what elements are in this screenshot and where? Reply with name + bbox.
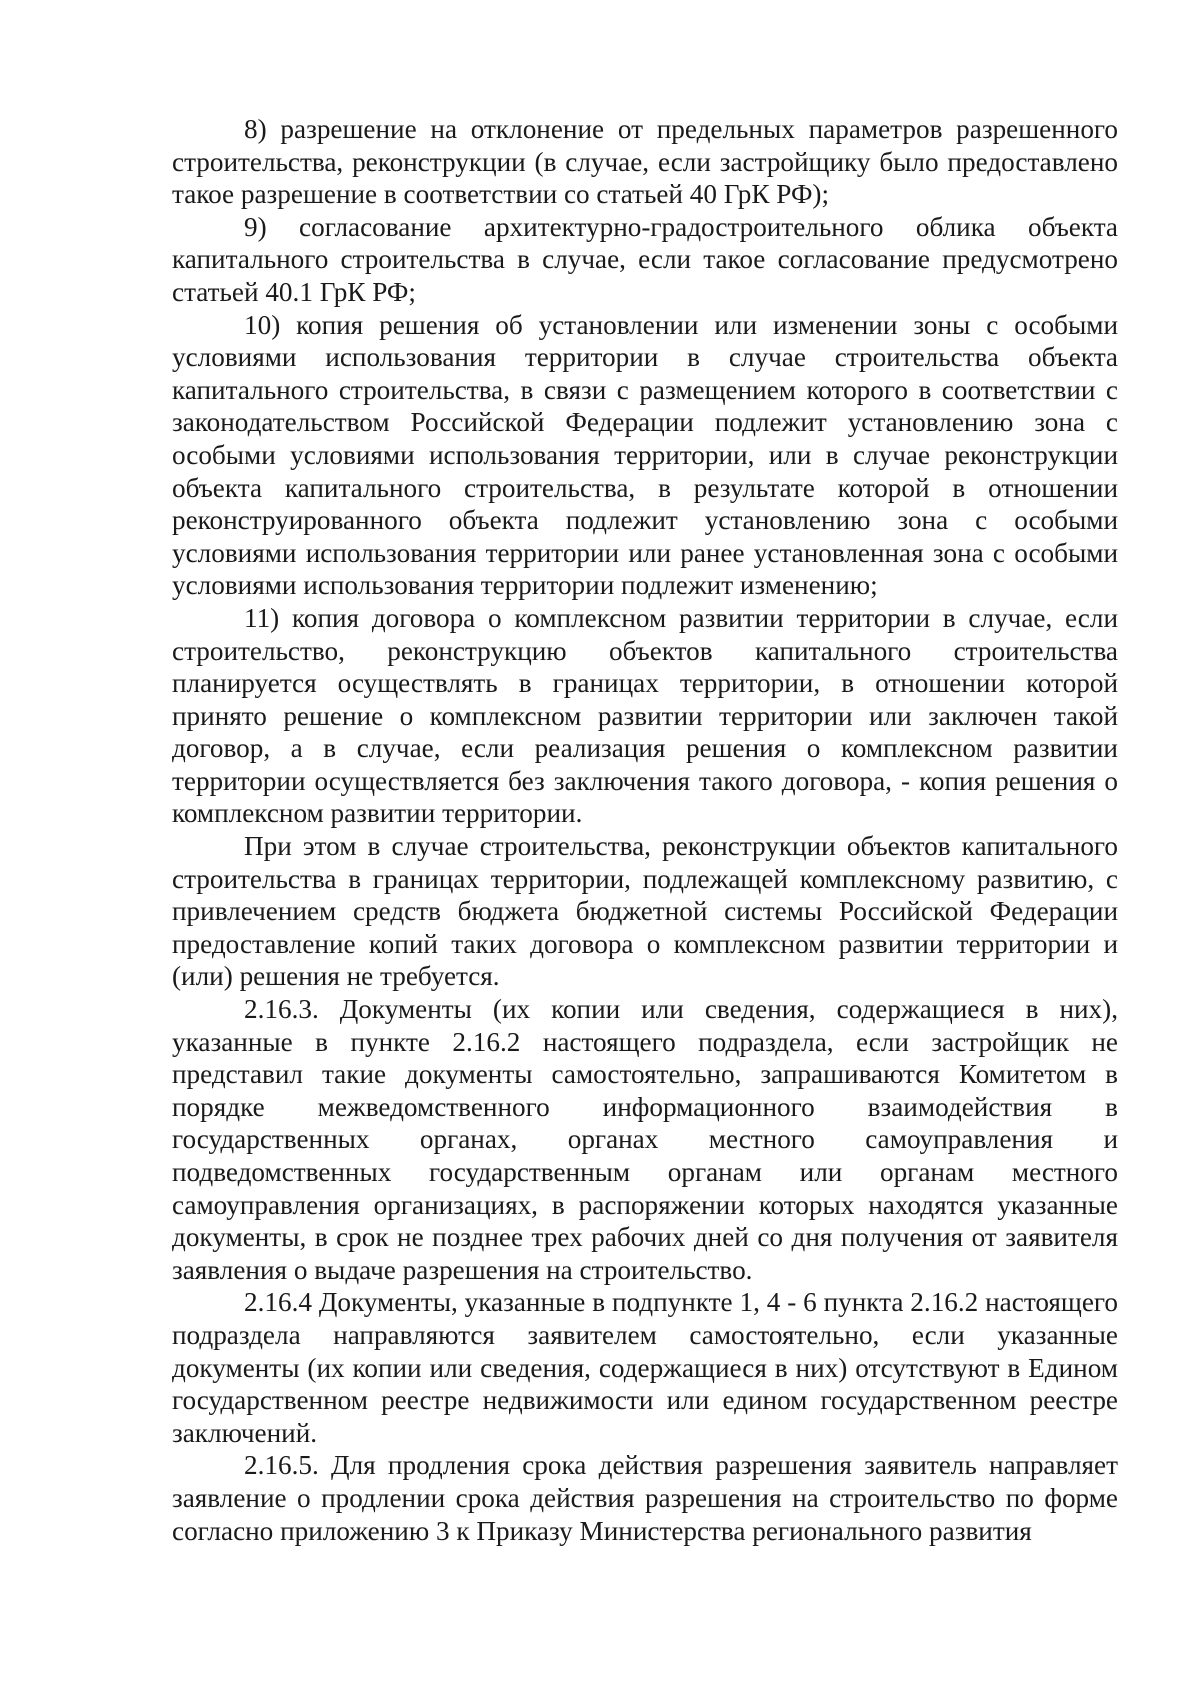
paragraph-item-10: 10) копия решения об установлении или изменении зоны с особыми условиями использования территории в случае строительства объекта капитального строительства, в связи с размещением которого в соответствии с законодательством Российской Федерации подлежит установлению зона с особыми условиями использования территории, или в случае реконструкции объекта капитального строительства, в результате которой в отношении реконструированного объекта подлежит установлению зона с особыми условиями использования территории или ранее установленная зона с особыми условиями использования территории подлежит изменению; [172,309,1118,601]
paragraph-budget-note: При этом в случае строительства, реконструкции объектов капитального строительства в границах территории, подлежащей комплексному развитию, с привлечением средств бюджета бюджетной системы Российской Федерации предоставление копий таких договора о комплексном развитии территории и (или) решения не требуется. [172,831,1118,992]
paragraph-item-9: 9) согласование архитектурно-градостроительного облика объекта капитального строительства в случае, если такое согласование предусмотрено статьей 40.1 ГрК РФ; [172,211,1118,307]
paragraph-2-16-4: 2.16.4 Документы, указанные в подпункте 1, 4 - 6 пункта 2.16.2 настоящего подраздела направляются заявителем самостоятельно, если указанные документы (их копии или сведения, содержащиеся в них) отсутствуют в Едином государственном реестре недвижимости или едином государственном реестре заключений. [172,1287,1118,1448]
paragraph-item-11: 11) копия договора о комплексном развитии территории в случае, если строительство, реконструкцию объектов капитального строительства планируется осуществлять в границах территории, в отношении которой принято решение о комплексном развитии территории или заключен такой договор, а в случае, если реализация решения о комплексном развитии территории осуществляется без заключения такого договора, - копия решения о комплексном развитии территории. [172,602,1118,829]
paragraph-2-16-3: 2.16.3. Документы (их копии или сведения, содержащиеся в них), указанные в пункте 2.16.2 настоящего подраздела, если застройщик не представил такие документы самостоятельно, запрашиваются Комитетом в порядке межведомственного информационного взаимодействия в государственных органах, органах местного самоуправления и подведомственных государственным органам или органам местного самоуправления организациях, в распоряжении которых находятся указанные документы, в срок не позднее трех рабочих дней со дня получения от заявителя заявления о выдаче разрешения на строительство. [172,994,1118,1285]
paragraph-item-8: 8) разрешение на отклонение от предельных параметров разрешенного строительства, реконструкции (в случае, если застройщику было предоставлено такое разрешение в соответствии со статьей 40 ГрК РФ); [172,114,1118,210]
document-body [172,113,1118,1547]
paragraph-2-16-5: 2.16.5. Для продления срока действия разрешения заявитель направляет заявление о продлении срока действия разрешения на строительство по форме согласно приложению 3 к Приказу Министерства регионального развития [172,1450,1118,1546]
